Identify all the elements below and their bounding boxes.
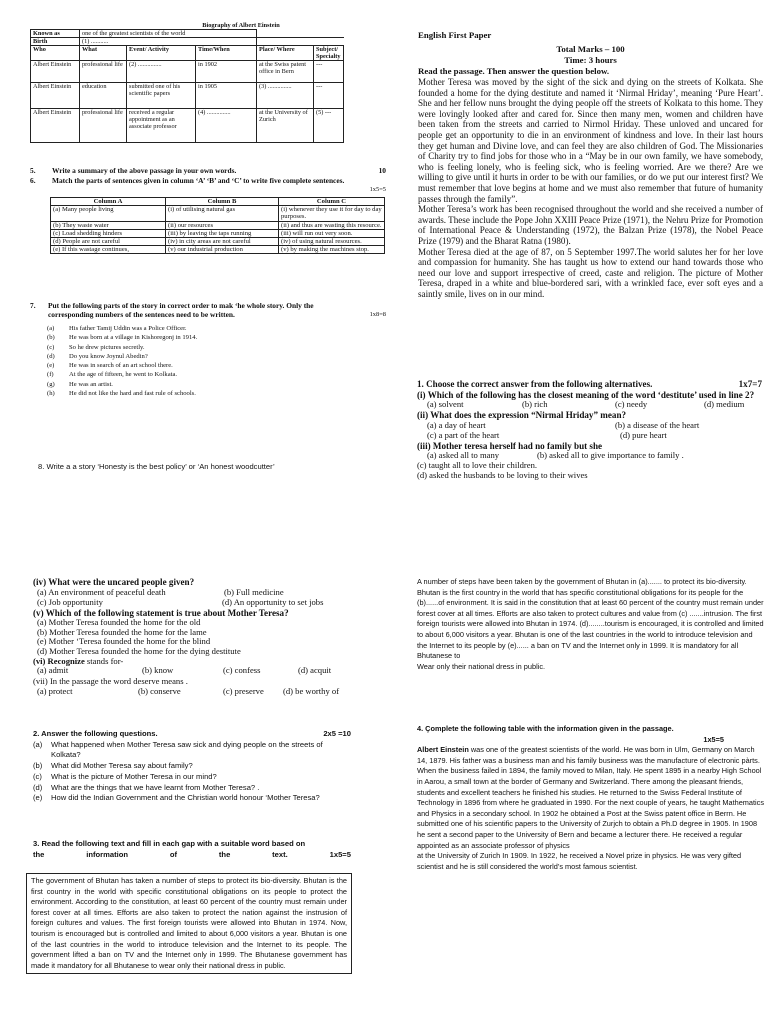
match-cell: (ii) our resources (166, 221, 279, 229)
passage-paragraph: Mother Teresa died at the age of 87, on 5 September 1997.The world salutes her for her love and compassion for humanity. She has taught us how to extend our hand towards those who need our love and support irrespective of creed, caste and religion. The picture of Mother Teresa, draped in a white and blue-bordered sari, with a wrinkled face, ever soft eyes and a saintly smile, lives on in our mind. (418, 246, 763, 299)
bio-header: Subject/ Specialty (314, 46, 344, 61)
question-5: 5. Write a summary of the above passage in your own words. 10 (30, 166, 386, 175)
list-item: (e) He was in search of an art school there. (47, 362, 173, 370)
question-3: 3. Read the following text and fill in each gap with a suitable word based on the information of the text. 1x5=5 (33, 839, 351, 859)
match-table (50, 197, 385, 254)
bio-known-as-label: Known as (31, 30, 80, 38)
match-cell: (i) whenever they use it for day to day purposes. (279, 206, 385, 221)
bio-cell: Albert Einstein (31, 109, 80, 143)
match-cell: (iii) by leaving the taps running (166, 229, 279, 237)
bio-cell: Albert Einstein (31, 61, 80, 83)
question-1: 1. Choose the correct answer from the following alternatives. 1x7=7 (i) Which of the following has the closest meaning of the word ‘destitute’ used in line 2? (a) solvent (b) rich (c) needy (d) medium (ii) What does the expression “Nirmal Hriday” mean? (a) a day of heart (b) a disease of the heart (c) a part of the heart (d) pure heart (iii) Mother teresa herself had no family but she (a) asked all to many (b) asked all to give importance to family . (c) taught all to love their children. (d) asked the husbands to be loving to their wives (417, 379, 762, 480)
question-4: 4. Çomplete the following table with the information given in the passage. 1x5=5 Albert Einstein was one of the greatest scientists of the world. He was born in Ulm, Germany on March 14, 1879. His father was a business man and his family business was the manufacture of electronic pàrts. When the business failed in 1894, the family moved to Milan, Italy. He spent 1895 in a nearby High School in Aarou, a small town at the border of Germany and Switzerland. There among the pleasant friends, students and excellent teachers he finished his studies. He returned to the Swiss Federal Institute of Technology in 1896 from where he graduated in 1990. For the next couple of years, he taught Mathematics and Physics in a secondary school. In 1902 he obtained a Post at the Swiss patent office in Berrn. He submitted one of his scientific papers to the University of Zurjch to obtain a Ph.D degree in 1905. In 1908 he sent a second paper to the University of Bern and became a lecturer there. He received a regular appointed as an associate professor of physics at the University of Zurich In 1909. In 1922, he received a Novel prize in physics. He was very gifted scientist and he is still considered the world’s most famous scientist. (417, 724, 764, 871)
passage-paragraph: Mother Teresa’s work has been recognised throughout the world and she received a number of awards. These include the Pope John XXIII Peace Prize (1971), the Nehru Prize for Promotion of International Peace & Understanding (1972), the Balzan Prize (1978), the Nobel Peace Prize (1979) and the Bharat Ratna (1980). (418, 204, 763, 246)
list-item: (b) What did Mother Teresa say about family? (33, 761, 193, 771)
list-item: (h) He did not like the hard and fast rule of schools. (47, 390, 196, 398)
bio-cell: received a regular appointment as an associate professor (127, 109, 196, 143)
list-item: (c) What is the picture of Mother Teresa in our mind? (33, 771, 217, 781)
match-cell: (iv) of using natural resources. (279, 238, 385, 246)
match-cell: (a) Many people living (51, 206, 166, 221)
bio-cell: (4) ............... (196, 109, 257, 143)
bio-header: Place/ Where (257, 46, 314, 61)
bio-cell: in 1902 (196, 61, 257, 83)
match-cell: (e) If this wastage continues, (51, 246, 166, 254)
list-item: (e) How did the Indian Government and the Christian world honour ‘Mother Teresa? (33, 793, 320, 803)
instruction: Read the passage. Then answer the question below. (418, 66, 610, 76)
list-item: (f) At the age of fifteen, he went to Kolkata. (47, 371, 178, 379)
biography-table (30, 22, 344, 143)
list-item: (d) Do you know Joynul Abedin? (47, 352, 148, 360)
match-header: Column A (51, 198, 166, 206)
match-cell: (i) of utilising natural gas (166, 206, 279, 221)
match-header: Column C (279, 198, 385, 206)
time-limit: Time: 3 hours (564, 55, 617, 65)
bio-birth-label: Birth (31, 38, 80, 46)
bio-header: Time/When (196, 46, 257, 61)
bio-birth-value: (1) ........... (80, 38, 257, 46)
list-item: (a) His father Tamij Uddin was a Police Officer. (47, 325, 187, 332)
bio-header: Event/ Activity (127, 46, 196, 61)
match-cell: (d) People are not careful (51, 238, 166, 246)
question-6: 6. Match the parts of sentences given in column ‘A’ ‘B’ and ‘C’ to write five complete sentences. 1x5=5 (30, 176, 386, 193)
bio-header: Who (31, 46, 80, 61)
bio-cell: (5) --- (314, 109, 344, 143)
bio-cell: professional life (80, 109, 127, 143)
bio-cell: submitted one of his scientific papers (127, 83, 196, 109)
bio-cell: at the Swiss patent office in Bern (257, 61, 314, 83)
bio-cell: at the University of Zurich (257, 109, 314, 143)
bio-header: What (80, 46, 127, 61)
bio-cell: in 1905 (196, 83, 257, 109)
bio-table-title: Biography of Albert Einstein (202, 22, 280, 29)
bio-cell: (2) ............... (127, 61, 196, 83)
q3-text-box: The government of Bhutan has taken a number of steps to protect its bio-diversity. Bhutan is the first country in the world with specific constitutional obligations on its people to protect the environment. According to the constitution, at least 60 percent of the country must remain under forest cover at all times. Efforts are also taken to protect the nation against the instrusion of foreign cultures and values. The first foreign tourists were allowed into Bhutan in 1974. Now, tourism is encouraged but is controlled and limited to about 6,000 visitors a year. Bhutan is one of the last countries in the world to introduce television and the Internet to its people. The government lifted a ban on TV and the Internet only in 1999. The Bhutanese government has made it mandatory for all Bhutanese to wear only their national dress in public. (26, 873, 352, 974)
question-7: 7. Put the following parts of the story in correct order to mak ‘he whole story. Only the corresponding numbers of the sentences need to be written. 1x8=8 (30, 301, 386, 319)
match-cell: (iv) in city areas are not careful (166, 238, 279, 246)
list-item: (a) What happened when Mother Teresa saw sick and dying people on the streets of Kolkata? (33, 739, 323, 760)
match-cell: (v) by making the machines stop. (279, 246, 385, 254)
list-item: (b) He was born at a village in Kishoregonj in 1914. (47, 334, 198, 342)
bio-known-as-value: one of the greatest scientists of the world (80, 30, 257, 38)
paper-title: English First Paper (418, 30, 492, 40)
bio-cell: Albert Einstein (31, 83, 80, 109)
question-8: 8. Write a a story ‘Honesty is the best policy’ or ‘An honest woodcutter’ (38, 462, 275, 471)
list-item: (c) So he drew pictures secretly. (47, 343, 145, 351)
match-cell: (b) They waste water (51, 221, 166, 229)
bio-cell: --- (314, 83, 344, 109)
match-cell: (c) Load shedding hinders (51, 229, 166, 237)
question-1-continued: (iv) What were the uncared people given? (a) An environment of peaceful death (b) Full medicine (c) Job opportunity (d) An opportunity to set jobs (v) Which of the following statement is true about Mother Teresa? (a) Mother Teresa founded the home for the old (b) Mother Teresa founded the home for the lame (e) Mother ‘Teresa founded the home for the blind (d) Mother Teresa founded the home for the dying destitute (vi) Recognize stands for- (a) admit (b) know (c) confess (d) acquit (vii) In the passage the word deserve means . (a) protect (b) conserve (c) preserve (d) be worthy of (33, 577, 340, 696)
bio-cell: (3) ............... (257, 83, 314, 109)
list-item: (d) What are the things that we have learnt from Mother Teresa? . (33, 782, 260, 792)
bio-cell: professional life (80, 61, 127, 83)
gap-fill-text: A number of steps have been taken by the government of Bhutan in (a)....... to protect its bio-diversity. Bhutan is the first country in the world that has specific constitutional obligations for its people for the (b)......of environment. It is said in the constitution that at least 60 percent of the country must remain under forest cover at all times. Efforts are also taken to protect cultures and value from (c) .......intrusion. The first foreign tourists were allowed into Bhutan in 1974. (d)........tourism is encouraged, it is controlled and limited to about 6,000 visitors a year. Bhutan is one of the last countries in the world to introduce television and the Internet to its people by (e)...... a ban on TV and the Internet only in 1999. It is mandatory for all Bhutanese to Wear only their national dress in public. (417, 577, 764, 671)
reading-section (418, 30, 763, 299)
match-cell: (ii) and thus are wasting this resource. (279, 221, 385, 229)
match-header: Column B (166, 198, 279, 206)
question-2: 2. Answer the following questions. 2x5 =10 (a) What happened when Mother Teresa saw sick and dying people on the streets of Kolkata? (b) What did Mother Teresa say about family? (c) What is the picture of Mother Teresa in our mind? (d) What are the things that we have learnt from Mother Teresa? . (e) How did the Indian Government and the Christian world honour ‘Mother Teresa? (33, 729, 351, 803)
passage-paragraph: Mother Teresa was moved by the sight of the sick and dying on the streets of Kolkata. She founded a home for the dying destitute and named it ‘Nirmal Hriday’, meaning ‘Pure Heart’. She and her fellow nuns brought the dying people off the streets of Kolkata to this home. They were lovingly looked after and cared for. Since then many men, women and children have been taken from the streets and carried to Nirmol Hriday. These unloved and uncared for people get an opportunity to die in an environment of kindness and love. In their last hours they get human and Divine love, and can feel they are also children of God. The Missionaries of Charity try to find jobs for those who in a “May be in our own family, we have somebody, who is feeling lonely, who is feeling sick, who is feeling worried. Are we there? Are we willing to give until it hurts in order to be with our families, or do we put our interest first? We must remember that love begins at home and we must also remember that future of humanity passes through the family”. (418, 77, 763, 204)
q7-item-list (47, 324, 367, 398)
list-item: (g) He was an artist. (47, 380, 113, 388)
bio-cell: education (80, 83, 127, 109)
total-marks: Total Marks – 100 (556, 44, 625, 54)
bio-cell: --- (314, 61, 344, 83)
match-cell: (v) our industrial production (166, 246, 279, 254)
match-cell: (iii) will run out very soon. (279, 229, 385, 237)
